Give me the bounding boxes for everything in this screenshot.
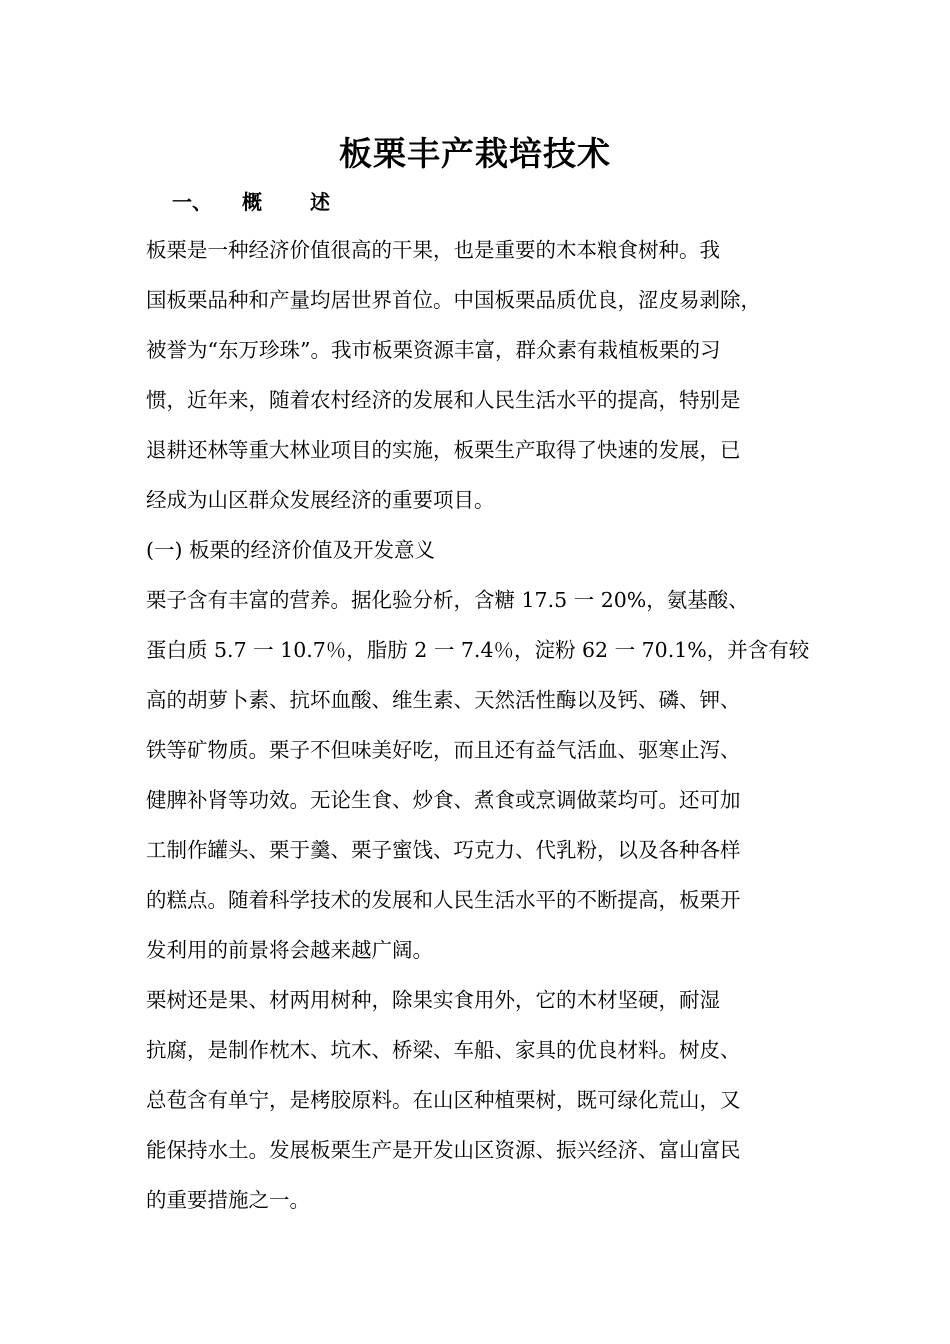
paragraph-line: 工制作罐头、栗于羹、栗子蜜饯、巧克力、代乳粉，以及各种各样 <box>146 838 741 862</box>
paragraph-line: 栗子含有丰富的营养。据化验分析，含糖 17.5 一 20%，氨基酸、 <box>146 588 749 612</box>
paragraph-line: 抗腐，是制作枕木、坑木、桥梁、车船、家具的优良材料。树皮、 <box>146 1038 741 1062</box>
section-number: 一、 <box>172 190 212 214</box>
paragraph-line: 蛋白质 5.7 一 10.7％，脂肪 2 一 7.4％，淀粉 62 一 70.1%，并含有较 <box>146 638 810 662</box>
subsection-heading: (一) 板栗的经济价值及开发意义 <box>146 538 436 562</box>
paragraph-line: 惯，近年来，随着农村经济的发展和人民生活水平的提高，特别是 <box>146 388 741 412</box>
paragraph-line: 发利用的前景将会越来越广阔。 <box>146 938 433 962</box>
paragraph-line: 国板栗品种和产量均居世界首位。中国板栗品质优良，涩皮易剥除， <box>146 288 761 312</box>
section-title-char-1: 概 <box>242 190 262 214</box>
paragraph-line: 铁等矿物质。栗子不但味美好吃，而且还有益气活血、驱寒止泻、 <box>146 738 741 762</box>
paragraph-line: 栗树还是果、材两用树种，除果实食用外，它的木材坚硬，耐湿 <box>146 988 720 1012</box>
section-title-char-2: 述 <box>310 190 330 214</box>
paragraph-line: 健脾补肾等功效。无论生食、炒食、煮食或烹调做菜均可。还可加 <box>146 788 741 812</box>
paragraph-line: 高的胡萝卜素、抗坏血酸、维生素、天然活性酶以及钙、磷、钾、 <box>146 688 741 712</box>
paragraph-line: 经成为山区群众发展经济的重要项目。 <box>146 488 495 512</box>
paragraph-line: 能保持水土。发展板栗生产是开发山区资源、振兴经济、富山富民 <box>146 1138 741 1162</box>
paragraph-line: 被誉为“东万珍珠”。我市板栗资源丰富，群众素有栽植板栗的习 <box>146 338 721 362</box>
paragraph-line: 退耕还林等重大林业项目的实施，板栗生产取得了快速的发展，已 <box>146 438 741 462</box>
paragraph-line: 板栗是一种经济价值很高的干果，也是重要的木本粮食树种。我 <box>146 238 720 262</box>
paragraph-line: 总苞含有单宁，是栲胶原料。在山区种植栗树，既可绿化荒山，又 <box>146 1088 741 1112</box>
section-heading <box>172 186 330 215</box>
paragraph-line: 的重要措施之一。 <box>146 1188 310 1212</box>
paragraph-line: 的糕点。随着科学技术的发展和人民生活水平的不断提高，板栗开 <box>146 888 741 912</box>
document-title: 板栗丰产栽培技术 <box>339 134 611 173</box>
